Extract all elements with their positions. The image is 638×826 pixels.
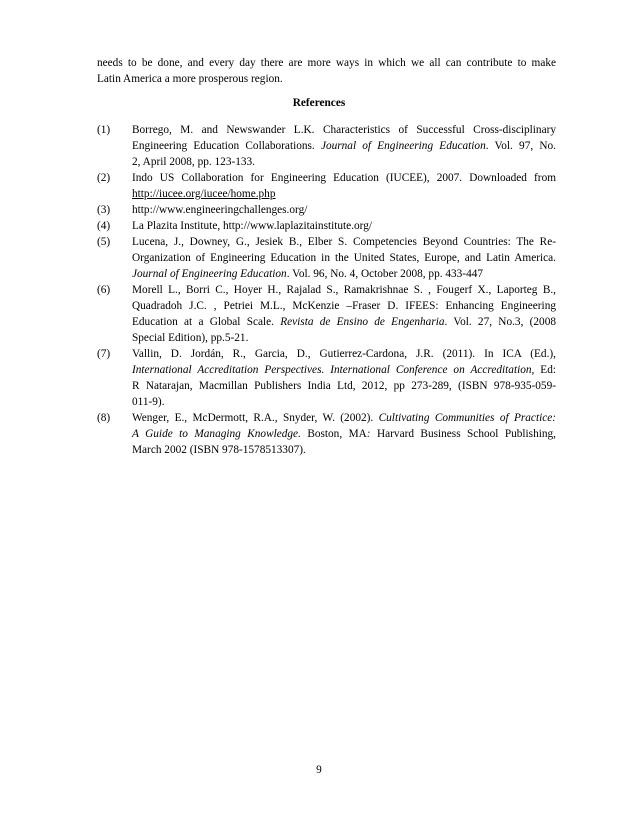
reference-text	[132, 202, 556, 218]
reference-number: (7)	[97, 348, 111, 360]
reference-item	[97, 122, 556, 170]
reference-link[interactable]: http://iucee.org/iucee/home.php	[132, 188, 276, 200]
reference-item	[97, 218, 556, 234]
references-heading: References	[292, 97, 346, 109]
intro-line: needs to be done, and every day there are more ways in which we all can contribute to make	[97, 57, 556, 69]
page-number: 9	[316, 764, 322, 776]
reference-number: (5)	[97, 236, 111, 248]
reference-number: (3)	[97, 204, 111, 216]
reference-text: Vallin, D. Jordán, R., Garcia, D., Gutierrez-Cardona, J.R. (2011). In ICA (Ed.), International Accreditation Perspectives. International Conference on Accreditation, Ed: R Natarajan, Macmillan Publishers India Ltd, 2012, pp 273-289, (ISBN 978-935-059- 011-9).	[132, 348, 556, 408]
reference-text: La Plazita Institute, http://www.laplazitainstitute.org/	[132, 220, 373, 232]
reference-text: Lucena, J., Downey, G., Jesiek B., Elber S. Competencies Beyond Countries: The Re- Organization of Engineering Education in the United States, Europe, and Latin America. Journal of Engineering Education. Vol. 96, No. 4, October 2008, pp. 433-447	[132, 236, 556, 280]
reference-item	[97, 202, 556, 218]
intro-paragraph	[97, 55, 556, 87]
reference-item	[97, 170, 556, 202]
reference-item	[97, 346, 556, 410]
intro-line: Latin America a more prosperous region.	[97, 73, 283, 85]
reference-number: (2)	[97, 172, 111, 184]
reference-number: (1)	[97, 124, 111, 136]
references-list	[97, 122, 556, 458]
reference-item	[97, 410, 556, 458]
reference-number: (4)	[97, 220, 111, 232]
reference-link[interactable]: http://www.engineeringchallenges.org/	[132, 204, 308, 216]
reference-text: Wenger, E., McDermott, R.A., Snyder, W. (2002). Cultivating Communities of Practice: A Guide to Managing Knowledge. Boston, MA: Harvard Business School Publishing, March 2002 (ISBN 978-1578513307).	[132, 412, 557, 456]
reference-number: (6)	[97, 284, 111, 296]
reference-item	[97, 234, 556, 282]
reference-text: Indo US Collaboration for Engineering Education (IUCEE), 2007. Downloaded from http://iucee.org/iucee/home.php	[132, 172, 556, 200]
reference-number: (8)	[97, 412, 111, 424]
reference-item	[97, 282, 556, 346]
reference-text: Morell L., Borri C., Hoyer H., Rajalad S., Ramakrishnae S. , Fougerf X., Laporteg B., Quadradoh J.C. , Petriei M.L., McKenzie –Fraser D. IFEES: Enhancing Engineering Education at a Global Scale. Revista de Ensino de Engenharia. Vol. 27, No.3, (2008 Special Edition), pp.5-21.	[132, 284, 557, 344]
reference-text: Borrego, M. and Newswander L.K. Characteristics of Successful Cross-disciplinary Engineering Education Collaborations. Journal of Engineering Education. Vol. 97, No. 2, April 2008, pp. 123-133.	[132, 124, 556, 168]
